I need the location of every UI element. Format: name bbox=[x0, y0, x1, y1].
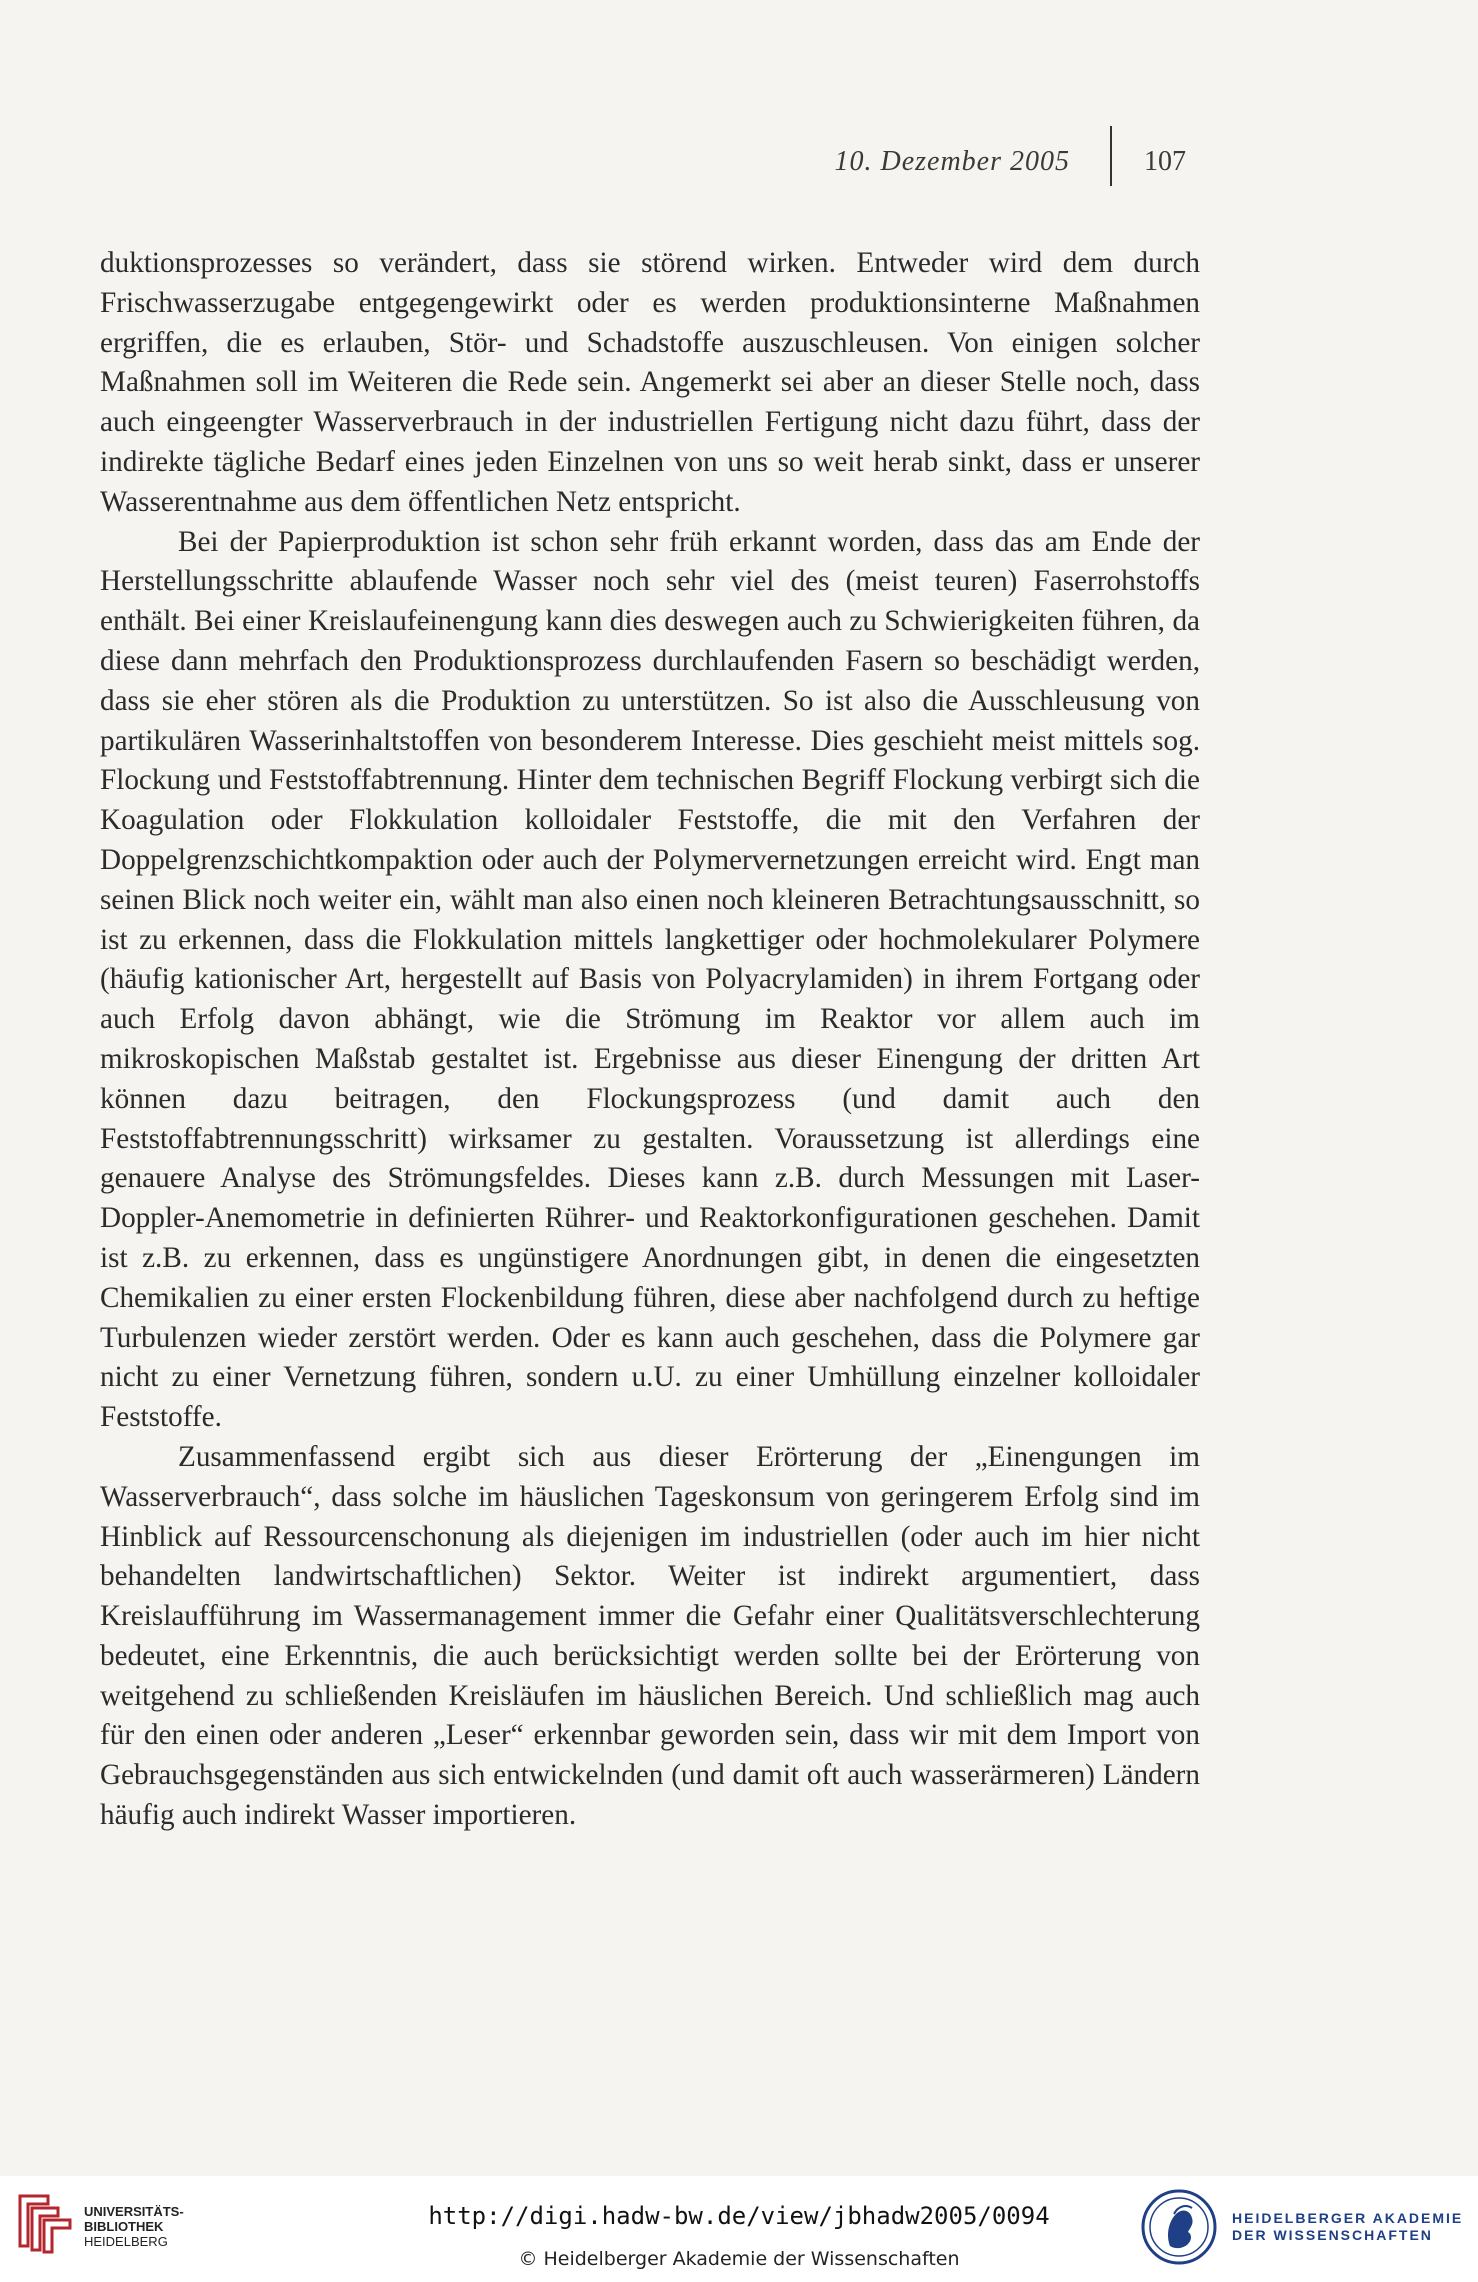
ub-line-2: BIBLIOTHEK bbox=[84, 2219, 164, 2234]
ub-line-1: UNIVERSITÄTS- bbox=[84, 2204, 184, 2219]
body-text bbox=[100, 244, 1200, 1836]
header-divider bbox=[1110, 126, 1112, 186]
academy-seal-icon bbox=[1140, 2188, 1218, 2266]
hadw-line-1: HEIDELBERGER AKADEMIE bbox=[1232, 2210, 1464, 2226]
paragraph-2: Bei der Papierproduktion ist schon sehr früh erkannt worden, dass das am Ende der Herstellungsschritte ablaufende Wasser noch sehr viel des (meist teuren) Faserrohstoffs enthält. Bei einer Kreislaufeinengung kann dies deswegen auch zu Schwierigkeiten führen, da diese dann mehrfach den Produktionsprozess durchlaufenden Fasern so beschädigt werden, dass sie eher stören als die Produktion zu unterstützen. So ist also die Ausschleusung von partikulären Wasserinhaltstoffen von besonderem Interesse. Dies geschieht meist mittels sog. Flockung und Feststoffabtrennung. Hinter dem technischen Begriff Flockung verbirgt sich die Koagulation oder Flokkulation kolloidaler Feststoffe, die mit den Verfahren der Doppelgrenzschichtkompaktion oder auch der Polymervernetzungen erreicht wird. Engt man seinen Blick noch weiter ein, wählt man also einen noch kleineren Betrachtungsausschnitt, so ist zu erkennen, dass die Flokkulation mittels langkettiger oder hochmolekularer Polymere (häufig kationischer Art, hergestellt auf Basis von Polyacrylamiden) in ihrem Fortgang oder auch Erfolg davon abhängt, wie die Strömung im Reaktor vor allem auch im mikroskopischen Maßstab gestaltet ist. Ergebnisse aus dieser Einengung der dritten Art können dazu beitragen, den Flockungsprozess (und damit auch den Feststoffabtrennungsschritt) wirksamer zu gestalten. Voraussetzung ist allerdings eine genauere Analyse des Strömungsfeldes. Dieses kann z.B. durch Messungen mit Laser-Doppler-Anemometrie in definierten Rührer- und Reaktorkonfigurationen geschehen. Damit ist z.B. zu erkennen, dass es ungünstigere Anordnungen gibt, in denen die eingesetzten Chemikalien zu einer ersten Flockenbildung führen, diese aber nachfolgend durch zu heftige Turbulenzen wieder zerstört werden. Oder es kann auch geschehen, dass die Polymere gar nicht zu einer Vernetzung führen, sondern u.U. zu einer Umhüllung einzelner kolloidaler Feststoffe. bbox=[100, 525, 1200, 1434]
paragraph-3: Zusammenfassend ergibt sich aus dieser Erörterung der „Einengungen im Wasserverbrauch“, dass solche im häuslichen Tageskonsum von geringerem Erfolg sind im Hinblick auf Ressourcenschonung als diejenigen im industriellen (oder auch im hier nicht behandelten landwirtschaftlichen) Sektor. Weiter ist indirekt argumentiert, dass Kreislaufführung im Wassermanagement immer die Gefahr einer Qualitätsverschlechterung bedeutet, eine Erkenntnis, die auch berücksichtigt werden sollte bei der Erörterung von weitgehend zu schließenden Kreisläufen im häuslichen Bereich. Und schließlich mag auch für den einen oder anderen „Leser“ erkennbar geworden sein, dass wir mit dem Import von Gebrauchsgegenständen aus sich entwickelnden (und damit oft auch wasserärmeren) Ländern häufig auch indirekt Wasser importieren. bbox=[100, 1440, 1200, 1832]
academy-name bbox=[1232, 2210, 1463, 2244]
digitization-footer bbox=[0, 2176, 1478, 2282]
ub-line-3: HEIDELBERG bbox=[84, 2234, 168, 2249]
paragraph-1: duktionsprozesses so verändert, dass sie störend wirken. Entweder wird dem durch Frischwasserzugabe entgegengewirkt oder es werden produktionsinterne Maßnahmen ergriffen, die es erlauben, Stör- und Schadstoffe auszuschleusen. Von einigen solcher Maßnahmen soll im Weiteren die Rede sein. Angemerkt sei aber an dieser Stelle noch, dass auch eingeengter Wasserverbrauch in der industriellen Fertigung nicht dazu führt, dass der indirekte tägliche Bedarf eines jeden Einzelnen von uns so weit herab sinkt, dass er unserer Wasserentnahme aus dem öffentlichen Netz entspricht. bbox=[100, 247, 1200, 518]
copyright-notice: © Heidelberger Akademie der Wissenschaften bbox=[518, 2248, 960, 2270]
running-header bbox=[0, 146, 1478, 186]
permalink-url[interactable]: http://digi.hadw-bw.de/view/jbhadw2005/0094 bbox=[428, 2202, 1050, 2230]
page-number: 107 bbox=[1144, 146, 1186, 177]
hadw-line-2: DER WISSENSCHAFTEN bbox=[1232, 2227, 1433, 2243]
header-date: 10. Dezember 2005 bbox=[834, 146, 1070, 177]
